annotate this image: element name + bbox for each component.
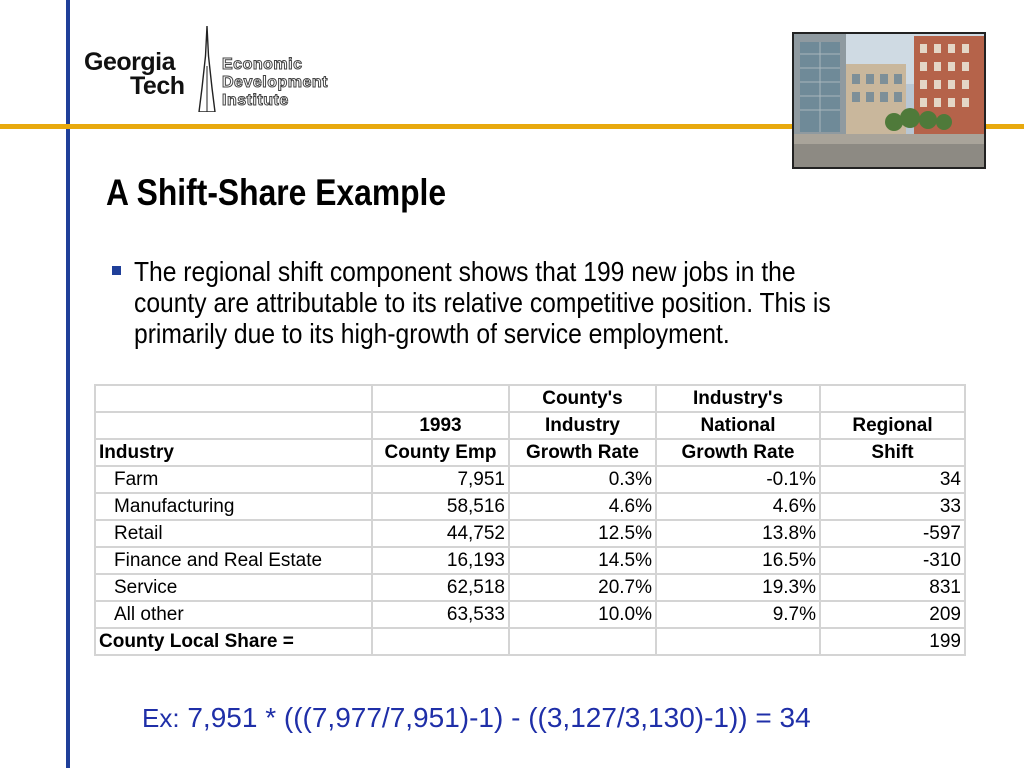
table-row [95, 547, 965, 574]
page-title: A Shift-Share Example [106, 172, 447, 213]
regional-shift-cell: 33 [820, 493, 965, 520]
industry-name-cell: Service [95, 574, 372, 601]
logo-georgia-text: Georgia [84, 48, 175, 76]
table-row [95, 520, 965, 547]
empty-cell [372, 628, 509, 655]
table-header-cell: County Emp [372, 439, 509, 466]
table-header-row [95, 385, 965, 412]
county-emp-cell: 58,516 [372, 493, 509, 520]
table-header-cell: Industry's [656, 385, 820, 412]
county-growth-cell: 12.5% [509, 520, 656, 547]
left-vertical-rule [66, 0, 70, 768]
county-growth-cell: 0.3% [509, 466, 656, 493]
table-header-cell [95, 412, 372, 439]
georgia-tech-edi-logo [84, 26, 384, 116]
table-header-cell: Regional [820, 412, 965, 439]
industry-name-cell: Retail [95, 520, 372, 547]
table-header-cell: 1993 [372, 412, 509, 439]
industry-name-cell: Manufacturing [95, 493, 372, 520]
county-growth-cell: 20.7% [509, 574, 656, 601]
regional-shift-cell: -310 [820, 547, 965, 574]
table-header-cell: National [656, 412, 820, 439]
county-emp-cell: 63,533 [372, 601, 509, 628]
table-header-cell [820, 385, 965, 412]
shift-share-table [94, 384, 966, 656]
table-row [95, 574, 965, 601]
industry-name-cell: Finance and Real Estate [95, 547, 372, 574]
county-growth-cell: 4.6% [509, 493, 656, 520]
empty-cell [509, 628, 656, 655]
county-emp-cell: 16,193 [372, 547, 509, 574]
table-header-cell: Growth Rate [509, 439, 656, 466]
regional-shift-cell: -597 [820, 520, 965, 547]
logo-edi-text: Economic Development Institute [222, 56, 328, 109]
table-header-row [95, 439, 965, 466]
county-local-share-value: 199 [820, 628, 965, 655]
industry-name-cell: Farm [95, 466, 372, 493]
national-growth-cell: 4.6% [656, 493, 820, 520]
regional-shift-cell: 34 [820, 466, 965, 493]
bullet-square-icon [112, 266, 121, 275]
national-growth-cell: 13.8% [656, 520, 820, 547]
table-header-cell: Growth Rate [656, 439, 820, 466]
formula-prefix: Ex: [142, 703, 180, 733]
table-header-cell [95, 385, 372, 412]
regional-shift-cell: 209 [820, 601, 965, 628]
table-header-row [95, 412, 965, 439]
county-local-share-label: County Local Share = [95, 628, 372, 655]
tech-tower-spire-icon [196, 26, 218, 112]
national-growth-cell: -0.1% [656, 466, 820, 493]
bullet-text: The regional shift component shows that 199 new jobs in the county are attributable to its relative competitive position. This is primarily due to its high-growth of service employment. [134, 256, 831, 349]
industry-name-cell: All other [95, 601, 372, 628]
table-header-cell: Industry [95, 439, 372, 466]
county-emp-cell: 44,752 [372, 520, 509, 547]
county-emp-cell: 62,518 [372, 574, 509, 601]
national-growth-cell: 9.7% [656, 601, 820, 628]
logo-tech-text: Tech [130, 72, 185, 100]
formula-expression: 7,951 * (((7,977/7,951)-1) - ((3,127/3,130)-1)) = 34 [187, 702, 811, 733]
building-photo-image [794, 34, 984, 167]
table-row [95, 493, 965, 520]
table-header-cell: County's [509, 385, 656, 412]
table-footer-row [95, 628, 965, 655]
county-growth-cell: 10.0% [509, 601, 656, 628]
regional-shift-cell: 831 [820, 574, 965, 601]
county-growth-cell: 14.5% [509, 547, 656, 574]
table-header-cell: Industry [509, 412, 656, 439]
table-header-cell: Shift [820, 439, 965, 466]
county-emp-cell: 7,951 [372, 466, 509, 493]
national-growth-cell: 16.5% [656, 547, 820, 574]
empty-cell [656, 628, 820, 655]
table-row [95, 466, 965, 493]
example-formula [142, 702, 811, 734]
national-growth-cell: 19.3% [656, 574, 820, 601]
campus-building-photo [792, 32, 986, 169]
table-header-cell [372, 385, 509, 412]
table-row [95, 601, 965, 628]
